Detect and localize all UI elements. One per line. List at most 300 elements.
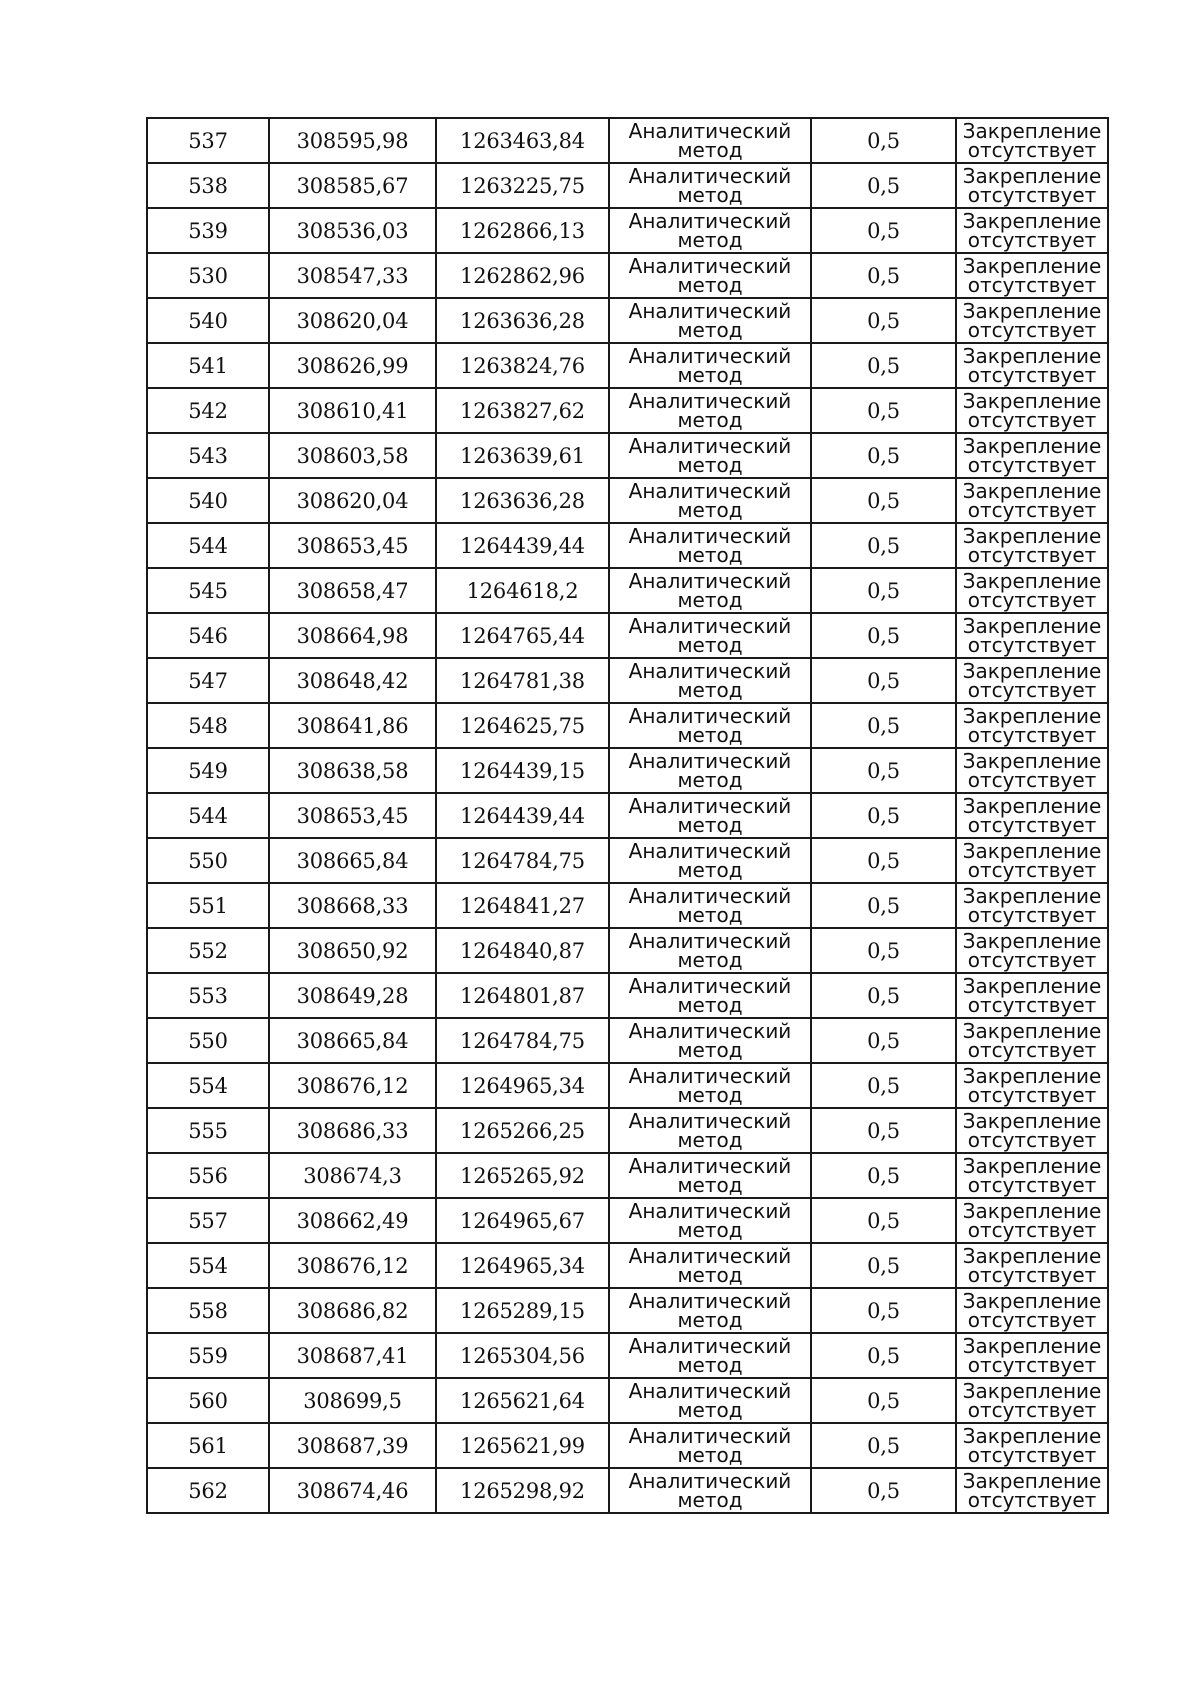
method-cell	[609, 703, 811, 748]
fixation-line-1: Закрепление	[962, 1423, 1102, 1448]
method-cell	[609, 1018, 811, 1063]
fixation-line-1: Закрепление	[962, 343, 1102, 368]
method-line-1: Аналитический	[628, 1333, 792, 1358]
y-coordinate-cell: 1262862,96	[436, 253, 609, 298]
method-line-1: Аналитический	[628, 928, 792, 953]
method-line-2: метод	[677, 1082, 743, 1107]
error-cell: 0,5	[811, 478, 956, 523]
method-line-1: Аналитический	[628, 1288, 792, 1313]
x-coordinate-cell: 308547,33	[269, 253, 436, 298]
method-line-2: метод	[677, 677, 743, 702]
x-coordinate-cell: 308676,12	[269, 1063, 436, 1108]
fixation-line-1: Закрепление	[962, 838, 1102, 863]
fixation-line-1: Закрепление	[962, 163, 1102, 188]
table-row	[147, 1018, 1108, 1063]
fixation-line-1: Закрепление	[962, 1378, 1102, 1403]
fixation-cell	[956, 1243, 1108, 1288]
method-cell	[609, 1153, 811, 1198]
table-row	[147, 748, 1108, 793]
fixation-line-2: отсутствует	[967, 407, 1097, 432]
fixation-cell	[956, 568, 1108, 613]
fixation-line-2: отсутствует	[967, 1082, 1097, 1107]
method-cell	[609, 793, 811, 838]
error-cell: 0,5	[811, 1333, 956, 1378]
method-cell	[609, 523, 811, 568]
error-cell: 0,5	[811, 253, 956, 298]
method-cell	[609, 1333, 811, 1378]
error-cell: 0,5	[811, 388, 956, 433]
y-coordinate-cell: 1264439,44	[436, 793, 609, 838]
error-cell: 0,5	[811, 928, 956, 973]
error-cell: 0,5	[811, 793, 956, 838]
fixation-line-2: отсутствует	[967, 1217, 1097, 1242]
method-cell	[609, 1468, 811, 1513]
fixation-line-1: Закрепление	[962, 253, 1102, 278]
fixation-line-2: отсутствует	[967, 362, 1097, 387]
fixation-line-2: отсутствует	[967, 272, 1097, 297]
method-line-2: метод	[677, 1217, 743, 1242]
table-row	[147, 208, 1108, 253]
table-row	[147, 1153, 1108, 1198]
fixation-cell	[956, 1153, 1108, 1198]
method-cell	[609, 478, 811, 523]
method-cell	[609, 883, 811, 928]
fixation-line-2: отсутствует	[967, 1352, 1097, 1377]
x-coordinate-cell: 308687,39	[269, 1423, 436, 1468]
x-coordinate-cell: 308585,67	[269, 163, 436, 208]
x-coordinate-cell: 308699,5	[269, 1378, 436, 1423]
point-number-cell: 559	[147, 1333, 269, 1378]
y-coordinate-cell: 1264625,75	[436, 703, 609, 748]
fixation-line-1: Закрепление	[962, 1063, 1102, 1088]
point-number-cell: 550	[147, 838, 269, 883]
y-coordinate-cell: 1263639,61	[436, 433, 609, 478]
y-coordinate-cell: 1264965,34	[436, 1243, 609, 1288]
fixation-line-2: отсутствует	[967, 227, 1097, 252]
point-number-cell: 540	[147, 478, 269, 523]
y-coordinate-cell: 1264765,44	[436, 613, 609, 658]
fixation-cell	[956, 1108, 1108, 1153]
method-line-2: метод	[677, 857, 743, 882]
method-cell	[609, 658, 811, 703]
fixation-line-1: Закрепление	[962, 1333, 1102, 1358]
fixation-cell	[956, 118, 1108, 163]
method-line-2: метод	[677, 767, 743, 792]
table-row	[147, 1288, 1108, 1333]
y-coordinate-cell: 1265265,92	[436, 1153, 609, 1198]
point-number-cell: 552	[147, 928, 269, 973]
x-coordinate-cell: 308686,33	[269, 1108, 436, 1153]
fixation-line-2: отсутствует	[967, 992, 1097, 1017]
y-coordinate-cell: 1264784,75	[436, 838, 609, 883]
method-cell	[609, 118, 811, 163]
fixation-cell	[956, 253, 1108, 298]
error-cell: 0,5	[811, 208, 956, 253]
x-coordinate-cell: 308676,12	[269, 1243, 436, 1288]
fixation-line-2: отсутствует	[967, 767, 1097, 792]
y-coordinate-cell: 1264784,75	[436, 1018, 609, 1063]
y-coordinate-cell: 1263636,28	[436, 478, 609, 523]
fixation-line-1: Закрепление	[962, 658, 1102, 683]
y-coordinate-cell: 1264781,38	[436, 658, 609, 703]
table-row	[147, 1243, 1108, 1288]
method-line-1: Аналитический	[628, 973, 792, 998]
method-line-1: Аналитический	[628, 1423, 792, 1448]
method-cell	[609, 298, 811, 343]
error-cell: 0,5	[811, 343, 956, 388]
table-row	[147, 118, 1108, 163]
fixation-cell	[956, 163, 1108, 208]
x-coordinate-cell: 308649,28	[269, 973, 436, 1018]
point-number-cell: 537	[147, 118, 269, 163]
y-coordinate-cell: 1264841,27	[436, 883, 609, 928]
method-line-1: Аналитический	[628, 883, 792, 908]
fixation-cell	[956, 703, 1108, 748]
method-line-1: Аналитический	[628, 118, 792, 143]
table-row	[147, 298, 1108, 343]
method-line-1: Аналитический	[628, 1108, 792, 1133]
fixation-line-2: отсутствует	[967, 1262, 1097, 1287]
x-coordinate-cell: 308664,98	[269, 613, 436, 658]
table-body	[147, 118, 1108, 1513]
fixation-cell	[956, 1063, 1108, 1108]
y-coordinate-cell: 1265304,56	[436, 1333, 609, 1378]
x-coordinate-cell: 308650,92	[269, 928, 436, 973]
method-line-1: Аналитический	[628, 478, 792, 503]
y-coordinate-cell: 1265298,92	[436, 1468, 609, 1513]
point-number-cell: 541	[147, 343, 269, 388]
y-coordinate-cell: 1263827,62	[436, 388, 609, 433]
fixation-line-1: Закрепление	[962, 1468, 1102, 1493]
method-line-2: метод	[677, 1307, 743, 1332]
point-number-cell: 543	[147, 433, 269, 478]
fixation-line-2: отсутствует	[967, 1127, 1097, 1152]
fixation-cell	[956, 883, 1108, 928]
x-coordinate-cell: 308641,86	[269, 703, 436, 748]
point-number-cell: 550	[147, 1018, 269, 1063]
point-number-cell: 547	[147, 658, 269, 703]
table-row	[147, 253, 1108, 298]
fixation-cell	[956, 478, 1108, 523]
method-line-1: Аналитический	[628, 1153, 792, 1178]
fixation-cell	[956, 973, 1108, 1018]
method-line-1: Аналитический	[628, 568, 792, 593]
fixation-line-1: Закрепление	[962, 568, 1102, 593]
error-cell: 0,5	[811, 1468, 956, 1513]
fixation-line-1: Закрепление	[962, 1198, 1102, 1223]
fixation-cell	[956, 658, 1108, 703]
fixation-line-2: отсутствует	[967, 1487, 1097, 1512]
x-coordinate-cell: 308662,49	[269, 1198, 436, 1243]
point-number-cell: 554	[147, 1243, 269, 1288]
fixation-line-1: Закрепление	[962, 1108, 1102, 1133]
fixation-line-2: отсутствует	[967, 812, 1097, 837]
method-line-2: метод	[677, 947, 743, 972]
method-line-2: метод	[677, 1037, 743, 1062]
method-line-2: метод	[677, 407, 743, 432]
table-row	[147, 433, 1108, 478]
table-row	[147, 1063, 1108, 1108]
method-cell	[609, 613, 811, 658]
fixation-cell	[956, 343, 1108, 388]
method-line-2: метод	[677, 227, 743, 252]
fixation-line-1: Закрепление	[962, 703, 1102, 728]
method-line-1: Аналитический	[628, 793, 792, 818]
x-coordinate-cell: 308595,98	[269, 118, 436, 163]
method-line-1: Аналитический	[628, 658, 792, 683]
fixation-line-1: Закрепление	[962, 748, 1102, 773]
fixation-line-1: Закрепление	[962, 298, 1102, 323]
method-line-2: метод	[677, 137, 743, 162]
method-line-1: Аналитический	[628, 748, 792, 773]
y-coordinate-cell: 1264439,15	[436, 748, 609, 793]
method-line-1: Аналитический	[628, 523, 792, 548]
fixation-line-2: отсутствует	[967, 1037, 1097, 1062]
table-row	[147, 343, 1108, 388]
y-coordinate-cell: 1263824,76	[436, 343, 609, 388]
error-cell: 0,5	[811, 658, 956, 703]
point-number-cell: 549	[147, 748, 269, 793]
method-line-1: Аналитический	[628, 388, 792, 413]
x-coordinate-cell: 308653,45	[269, 793, 436, 838]
error-cell: 0,5	[811, 163, 956, 208]
fixation-line-2: отсутствует	[967, 632, 1097, 657]
error-cell: 0,5	[811, 433, 956, 478]
method-cell	[609, 838, 811, 883]
fixation-cell	[956, 298, 1108, 343]
method-cell	[609, 1108, 811, 1153]
fixation-cell	[956, 748, 1108, 793]
fixation-line-1: Закрепление	[962, 1153, 1102, 1178]
error-cell: 0,5	[811, 1378, 956, 1423]
point-number-cell: 562	[147, 1468, 269, 1513]
fixation-cell	[956, 838, 1108, 883]
y-coordinate-cell: 1264801,87	[436, 973, 609, 1018]
method-line-2: метод	[677, 587, 743, 612]
point-number-cell: 539	[147, 208, 269, 253]
method-line-2: метод	[677, 722, 743, 747]
y-coordinate-cell: 1262866,13	[436, 208, 609, 253]
point-number-cell: 555	[147, 1108, 269, 1153]
table-row	[147, 658, 1108, 703]
method-line-1: Аналитический	[628, 1198, 792, 1223]
table-row	[147, 1333, 1108, 1378]
table-row	[147, 703, 1108, 748]
table-row	[147, 1108, 1108, 1153]
error-cell: 0,5	[811, 1423, 956, 1468]
x-coordinate-cell: 308626,99	[269, 343, 436, 388]
x-coordinate-cell: 308653,45	[269, 523, 436, 568]
method-cell	[609, 1378, 811, 1423]
fixation-cell	[956, 208, 1108, 253]
fixation-line-1: Закрепление	[962, 793, 1102, 818]
x-coordinate-cell: 308658,47	[269, 568, 436, 613]
method-line-2: метод	[677, 1352, 743, 1377]
fixation-line-1: Закрепление	[962, 973, 1102, 998]
fixation-line-2: отсутствует	[967, 677, 1097, 702]
method-line-2: метод	[677, 497, 743, 522]
fixation-line-2: отсутствует	[967, 182, 1097, 207]
x-coordinate-cell: 308686,82	[269, 1288, 436, 1333]
y-coordinate-cell: 1263636,28	[436, 298, 609, 343]
point-number-cell: 530	[147, 253, 269, 298]
table-row	[147, 613, 1108, 658]
method-line-1: Аналитический	[628, 1243, 792, 1268]
fixation-cell	[956, 388, 1108, 433]
method-line-1: Аналитический	[628, 343, 792, 368]
point-number-cell: 558	[147, 1288, 269, 1333]
fixation-line-1: Закрепление	[962, 523, 1102, 548]
x-coordinate-cell: 308648,42	[269, 658, 436, 703]
method-cell	[609, 433, 811, 478]
error-cell: 0,5	[811, 568, 956, 613]
fixation-line-1: Закрепление	[962, 883, 1102, 908]
method-line-1: Аналитический	[628, 1063, 792, 1088]
point-number-cell: 544	[147, 523, 269, 568]
coordinates-table	[146, 117, 1109, 1514]
fixation-line-1: Закрепление	[962, 388, 1102, 413]
method-cell	[609, 1243, 811, 1288]
method-cell	[609, 253, 811, 298]
table-row	[147, 1378, 1108, 1423]
table-row	[147, 1468, 1108, 1513]
y-coordinate-cell: 1265289,15	[436, 1288, 609, 1333]
error-cell: 0,5	[811, 838, 956, 883]
error-cell: 0,5	[811, 883, 956, 928]
x-coordinate-cell: 308668,33	[269, 883, 436, 928]
y-coordinate-cell: 1264439,44	[436, 523, 609, 568]
error-cell: 0,5	[811, 1108, 956, 1153]
table-row	[147, 163, 1108, 208]
fixation-line-2: отсутствует	[967, 587, 1097, 612]
method-line-2: метод	[677, 1397, 743, 1422]
point-number-cell: 542	[147, 388, 269, 433]
fixation-line-1: Закрепление	[962, 1243, 1102, 1268]
method-line-2: метод	[677, 182, 743, 207]
fixation-line-1: Закрепление	[962, 1018, 1102, 1043]
fixation-line-1: Закрепление	[962, 613, 1102, 638]
method-line-2: метод	[677, 1487, 743, 1512]
method-line-1: Аналитический	[628, 613, 792, 638]
method-line-2: метод	[677, 812, 743, 837]
fixation-cell	[956, 793, 1108, 838]
y-coordinate-cell: 1264840,87	[436, 928, 609, 973]
table-row	[147, 973, 1108, 1018]
y-coordinate-cell: 1265621,99	[436, 1423, 609, 1468]
error-cell: 0,5	[811, 118, 956, 163]
x-coordinate-cell: 308687,41	[269, 1333, 436, 1378]
point-number-cell: 548	[147, 703, 269, 748]
fixation-line-2: отсутствует	[967, 857, 1097, 882]
y-coordinate-cell: 1263463,84	[436, 118, 609, 163]
fixation-line-2: отсутствует	[967, 452, 1097, 477]
x-coordinate-cell: 308610,41	[269, 388, 436, 433]
table-row	[147, 478, 1108, 523]
error-cell: 0,5	[811, 1018, 956, 1063]
x-coordinate-cell: 308665,84	[269, 1018, 436, 1063]
error-cell: 0,5	[811, 523, 956, 568]
method-line-1: Аналитический	[628, 1468, 792, 1493]
fixation-line-2: отсутствует	[967, 947, 1097, 972]
fixation-line-1: Закрепление	[962, 928, 1102, 953]
fixation-line-2: отсутствует	[967, 1307, 1097, 1332]
method-line-2: метод	[677, 452, 743, 477]
method-line-1: Аналитический	[628, 433, 792, 458]
x-coordinate-cell: 308536,03	[269, 208, 436, 253]
error-cell: 0,5	[811, 973, 956, 1018]
fixation-cell	[956, 1333, 1108, 1378]
fixation-line-2: отсутствует	[967, 1172, 1097, 1197]
method-line-2: метод	[677, 1127, 743, 1152]
table-row	[147, 883, 1108, 928]
y-coordinate-cell: 1265266,25	[436, 1108, 609, 1153]
error-cell: 0,5	[811, 1243, 956, 1288]
point-number-cell: 551	[147, 883, 269, 928]
method-cell	[609, 1288, 811, 1333]
fixation-cell	[956, 1288, 1108, 1333]
method-line-2: метод	[677, 1172, 743, 1197]
method-line-2: метод	[677, 632, 743, 657]
method-cell	[609, 163, 811, 208]
error-cell: 0,5	[811, 748, 956, 793]
fixation-cell	[956, 1198, 1108, 1243]
fixation-cell	[956, 613, 1108, 658]
fixation-cell	[956, 433, 1108, 478]
point-number-cell: 560	[147, 1378, 269, 1423]
table-row	[147, 568, 1108, 613]
fixation-line-2: отсутствует	[967, 317, 1097, 342]
method-line-2: метод	[677, 902, 743, 927]
fixation-line-2: отсутствует	[967, 542, 1097, 567]
point-number-cell: 553	[147, 973, 269, 1018]
error-cell: 0,5	[811, 613, 956, 658]
method-cell	[609, 748, 811, 793]
method-cell	[609, 1423, 811, 1468]
y-coordinate-cell: 1264618,2	[436, 568, 609, 613]
fixation-line-1: Закрепление	[962, 118, 1102, 143]
method-cell	[609, 343, 811, 388]
fixation-line-1: Закрепление	[962, 478, 1102, 503]
error-cell: 0,5	[811, 703, 956, 748]
x-coordinate-cell: 308638,58	[269, 748, 436, 793]
method-line-1: Аналитический	[628, 298, 792, 323]
x-coordinate-cell: 308665,84	[269, 838, 436, 883]
method-line-2: метод	[677, 542, 743, 567]
table-row	[147, 523, 1108, 568]
x-coordinate-cell: 308620,04	[269, 478, 436, 523]
error-cell: 0,5	[811, 1153, 956, 1198]
fixation-line-2: отсутствует	[967, 722, 1097, 747]
fixation-line-2: отсутствует	[967, 1442, 1097, 1467]
fixation-cell	[956, 1423, 1108, 1468]
method-line-2: метод	[677, 362, 743, 387]
point-number-cell: 540	[147, 298, 269, 343]
point-number-cell: 557	[147, 1198, 269, 1243]
table-row	[147, 1198, 1108, 1243]
fixation-cell	[956, 1468, 1108, 1513]
point-number-cell: 545	[147, 568, 269, 613]
method-line-2: метод	[677, 317, 743, 342]
x-coordinate-cell: 308674,3	[269, 1153, 436, 1198]
method-line-1: Аналитический	[628, 838, 792, 863]
error-cell: 0,5	[811, 1288, 956, 1333]
y-coordinate-cell: 1264965,34	[436, 1063, 609, 1108]
method-line-2: метод	[677, 1262, 743, 1287]
fixation-cell	[956, 1018, 1108, 1063]
method-line-1: Аналитический	[628, 163, 792, 188]
point-number-cell: 554	[147, 1063, 269, 1108]
method-cell	[609, 1063, 811, 1108]
